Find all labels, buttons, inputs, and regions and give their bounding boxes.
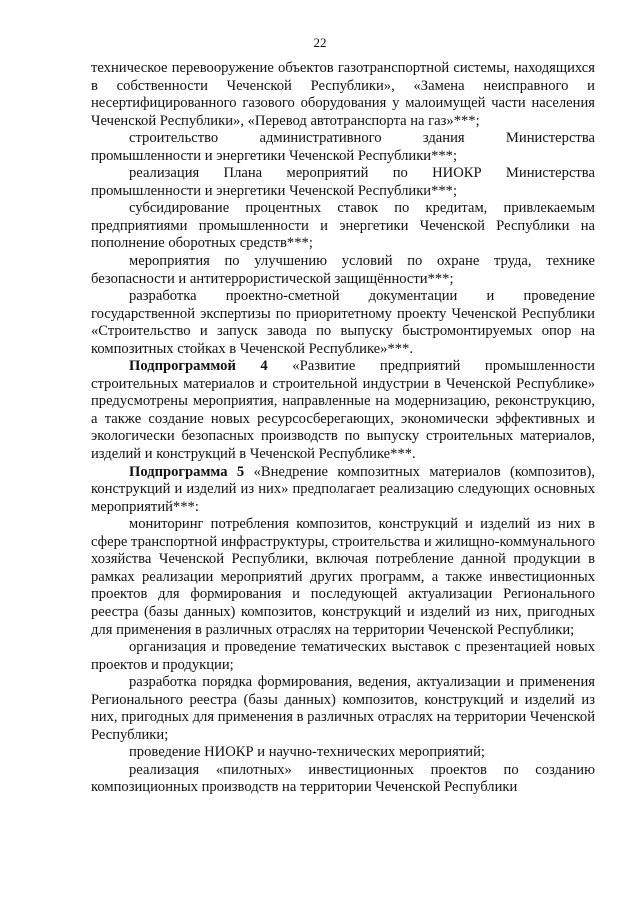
paragraph-text: субсидирование процентных ставок по кредитам, привлекаемым предприятиями промышленности и энергетики Чеченской Республики на пополнение оборотных средств***;: [91, 200, 595, 252]
document-body: [91, 60, 595, 797]
paragraph-registry-procedure: [91, 674, 595, 744]
paragraph-text: мониторинг потребления композитов, конструкций и изделий из них в сфере транспортной инфраструктуры, строительства и жилищно-коммунального хозяйства Чеченской Республики, включая потребление данной продукции в рамках реализации мероприятий других программ, а также инвестиционных проектов для формирования и последующей актуализации Регионального реестра (базы данных) композитов, конструкций и изделий из них, пригодных для применения в различных отраслях на территории Чеченской Республики;: [91, 516, 595, 638]
paragraph-admin-building: [91, 130, 595, 165]
paragraph-text: «Развитие предприятий промышленности строительных материалов и строительной индустрии в Чеченской Республике» предусмотрены мероприятия, направленные на модернизацию, реконструкцию, а также создание новых ресурсосберегающих, экономически эффективных и экологически безопасных производств по выпуску строительных материалов, изделий и конструкций в Чеченской Республике***.: [91, 358, 595, 463]
paragraph-pilot-projects: [91, 762, 595, 797]
paragraph-subprogram-5: [91, 464, 595, 517]
paragraph-interest-subsidy: [91, 200, 595, 253]
subprogram-4-heading: Подпрограммой 4: [129, 358, 268, 375]
paragraph-text: реализация Плана мероприятий по НИОКР Министерства промышленности и энергетики Чеченской Республики***;: [91, 165, 595, 199]
page-number: 22: [313, 35, 327, 50]
paragraph-text: разработка проектно-сметной документации и проведение государственной экспертизы по приоритетному проекту Чеченской Республики «Строительство и запуск завода по выпуску быстромонтируемых опор на композитных стойках в Чеченской Республике»***.: [91, 288, 595, 357]
paragraph-gas-transport: [91, 60, 595, 130]
paragraph-labor-safety: [91, 253, 595, 288]
paragraph-text: проведение НИОКР и научно-технических мероприятий;: [129, 744, 485, 761]
paragraph-text: организация и проведение тематических выставок с презентацией новых проектов и продукции;: [91, 639, 595, 673]
paragraph-niokr-plan: [91, 165, 595, 200]
paragraph-text: техническое перевооружение объектов газотранспортной системы, находящихся в собственности Чеченской Республики», «Замена неисправного и несертифицированного газового оборудования у малоимущей части населения Чеченской Республики», «Перевод автотранспорта на газ»***;: [91, 60, 595, 129]
paragraph-composite-plant: [91, 288, 595, 358]
paragraph-text: реализация «пилотных» инвестиционных проектов по созданию композиционных производств на территории Чеченской Республики: [91, 761, 595, 796]
paragraph-text: разработка порядка формирования, ведения, актуализации и применения Регионального реестра (базы данных) композитов, конструкций и изделий из них, пригодных для применения в различных отраслях на территории Чеченской Республики;: [91, 674, 595, 743]
paragraph-niokr-events: [91, 744, 595, 762]
subprogram-5-heading: Подпрограмма 5: [129, 463, 245, 480]
paragraph-text: мероприятия по улучшению условий по охране труда, технике безопасности и антитеррористической защищённости***;: [91, 253, 595, 287]
paragraph-text: «Внедрение композитных материалов (композитов), конструкций и изделий из них» предполагает реализацию следующих основных мероприятий***:: [91, 463, 595, 515]
paragraph-subprogram-4: [91, 358, 595, 463]
paragraph-monitoring: [91, 516, 595, 639]
paragraph-text: строительство административного здания Министерства промышленности и энергетики Чеченской Республики***;: [91, 130, 595, 164]
paragraph-exhibitions: [91, 639, 595, 674]
